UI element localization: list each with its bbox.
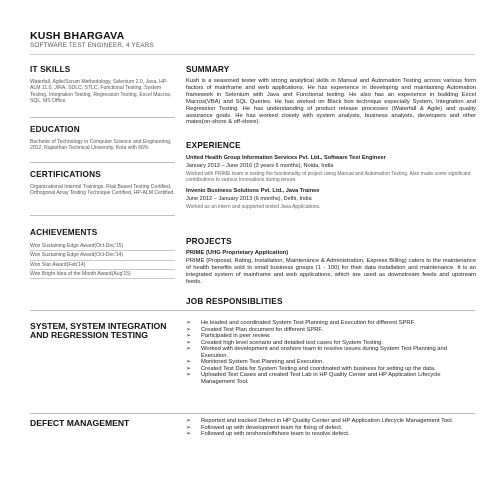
list-item: ➢ Created Test Plan document for different SPRF. — [186, 326, 323, 333]
certifications-text: Organizational Internal Trainings: Risk Based Testing Certified, Orthogonal Array Testing Technique Certified, HP-ALM Certified. — [30, 184, 175, 197]
arrow-bullet-icon: ➢ — [186, 372, 192, 378]
achievements-list — [30, 242, 175, 279]
experience-section — [186, 141, 476, 210]
projects-section — [186, 237, 476, 286]
achievement-item: Won Star Award(Feb'14) — [30, 261, 175, 270]
header-divider — [30, 54, 475, 55]
arrow-bullet-icon: ➢ — [186, 346, 192, 352]
list-item: ➢ Followed up with onshore/offshore team to resolve defect. — [186, 431, 350, 437]
job-entry — [186, 188, 476, 210]
resp-group-label: DEFECT MANAGEMENT — [30, 418, 130, 428]
list-item: ➢ Monitored System Test Planning and Execution. — [186, 359, 324, 365]
resp-group-label: SYSTEM, SYSTEM INTEGRATION AND REGRESSION TESTING — [30, 321, 167, 341]
list-item: ➢ Created Test Data for System Testing and coordinated with business for setting up the data. — [186, 365, 436, 372]
arrow-bullet-icon: ➢ — [186, 424, 192, 431]
list-item: ➢ Created high level scenario and detailed test cases for System Testing. — [186, 339, 383, 346]
arrow-bullet-icon: ➢ — [186, 365, 192, 372]
candidate-subtitle: SOFTWARE TEST ENGINEER, 4 YEARS — [30, 42, 154, 49]
experience-heading: EXPERIENCE — [186, 141, 241, 150]
achievement-item: Won Sustaining Edge Award(Oct-Dec'14) — [30, 251, 175, 260]
divider — [30, 310, 475, 311]
list-item: ➢ Worked with development and onshore team to resolve issues during System Test Planning and Execution. — [186, 346, 447, 359]
list-item: ➢ Followed up with development team for fixing of defect. — [186, 424, 343, 431]
achievement-item: Won Sustaining Edge Award(Oct-Dec'15) — [30, 242, 175, 251]
project-description: PRIME (Proposal, Rating, Installation, Maintenance & Administration, Express Billing) caters to the maintenance of health benefits sold to small business groups (1 - 100) for their data installation and maintenance. It is an integrated system of mainframe and web applications, which are used as downstream feeds and upstream feeds. — [186, 258, 476, 285]
divider — [30, 215, 175, 216]
responsibilities-heading: JOB RESPONSIBLITIES — [186, 297, 283, 306]
arrow-bullet-icon: ➢ — [186, 339, 192, 346]
education-heading: EDUCATION — [30, 125, 80, 134]
education-text: Bachelor of Technology in Computer Science and Engineering, 2012; Rajasthan Technical University, Kota with 66% — [30, 139, 172, 152]
job-role: Invenio Business Solutions Pvt. Ltd., Java Trainee — [186, 188, 320, 194]
arrow-bullet-icon: ➢ — [186, 326, 192, 333]
list-item: ➢ Reported and tracked Defect in HP Quality Center and HP Application Lifecycle Management Tool. — [186, 418, 454, 424]
job-entry — [186, 155, 476, 183]
achievement-item: Won Bright Idea of the Month Award(Aug'15) — [30, 270, 175, 279]
summary-text: Kush is a seasoned tester with strong analytical skills in Manual and Automation Testing across various form factors of mainframe and web applications. He has experience in developing and maintaining Automation framework in Selenium with Java and Functional testing. He also has an experience in building Excel Macros(VBA) and SQL Queries. He has worked on Black box technique especially System, Integration and Regression Testing. He has understanding of product release processes (Waterfall & Agile) and quality assurance goals. He has worked closely with system analysts, business analysts, developers and other mates(on-shore & off-shore). — [186, 78, 476, 126]
list-item: ➢ He leaded and coordinated System Test Planning and Execution for different SPRF. — [186, 320, 416, 326]
it-skills-section — [30, 65, 175, 105]
job-role: United Health Group Information Services Pvt. Ltd., Software Test Engineer — [186, 155, 386, 161]
candidate-name: KUSH BHARGAVA — [30, 30, 125, 42]
list-item: ➢ Uploaded Test Cases and created Test Lab in HP Quality Center and HP Application Lifecycle Management Tool. — [186, 372, 441, 385]
arrow-bullet-icon: ➢ — [186, 320, 192, 326]
certifications-section — [30, 170, 175, 197]
arrow-bullet-icon: ➢ — [186, 359, 192, 365]
achievements-heading: ACHIEVEMENTS — [30, 228, 98, 237]
project-name: PRIME (UHG Proprietary Application) — [186, 250, 289, 256]
job-dates: June 2012 – January 2013 (6 months), Delhi, India — [186, 196, 312, 202]
education-section — [30, 125, 175, 152]
resp-group-items — [186, 320, 466, 385]
job-dates: January 2013 – June 2016 (3 years 6 months), Noida, India — [186, 163, 334, 169]
job-description: Worked as an intern and supported tested Java Applications. — [186, 204, 321, 210]
job-description: Worked with PRIME team in testing the functionality of project using Manual and Automation Testing. Also made some significant contributions to various Innovations during tenure. — [186, 171, 471, 183]
summary-section — [186, 65, 476, 126]
certifications-heading: CERTIFICATIONS — [30, 170, 101, 179]
divider — [30, 117, 175, 118]
projects-heading: PROJECTS — [186, 237, 232, 246]
divider — [30, 162, 175, 163]
achievements-section — [30, 228, 175, 279]
list-item: ➢ Participated in peer review. — [186, 333, 271, 339]
summary-heading: SUMMARY — [186, 65, 230, 74]
divider — [30, 413, 475, 414]
arrow-bullet-icon: ➢ — [186, 333, 192, 339]
arrow-bullet-icon: ➢ — [186, 418, 192, 424]
resp-group-items — [186, 418, 466, 438]
it-skills-heading: IT SKILLS — [30, 65, 71, 74]
it-skills-text: Waterfall, Agile/Scrum Methodology, Selenium 2.0, Java, HP-ALM 11.0, JIRA, SDLC, STLC, Functional Testing, System Testing, Integration Testing, Regression Testing, Excel Macros, SQL, MS Office. — [30, 79, 172, 105]
arrow-bullet-icon: ➢ — [186, 431, 192, 437]
